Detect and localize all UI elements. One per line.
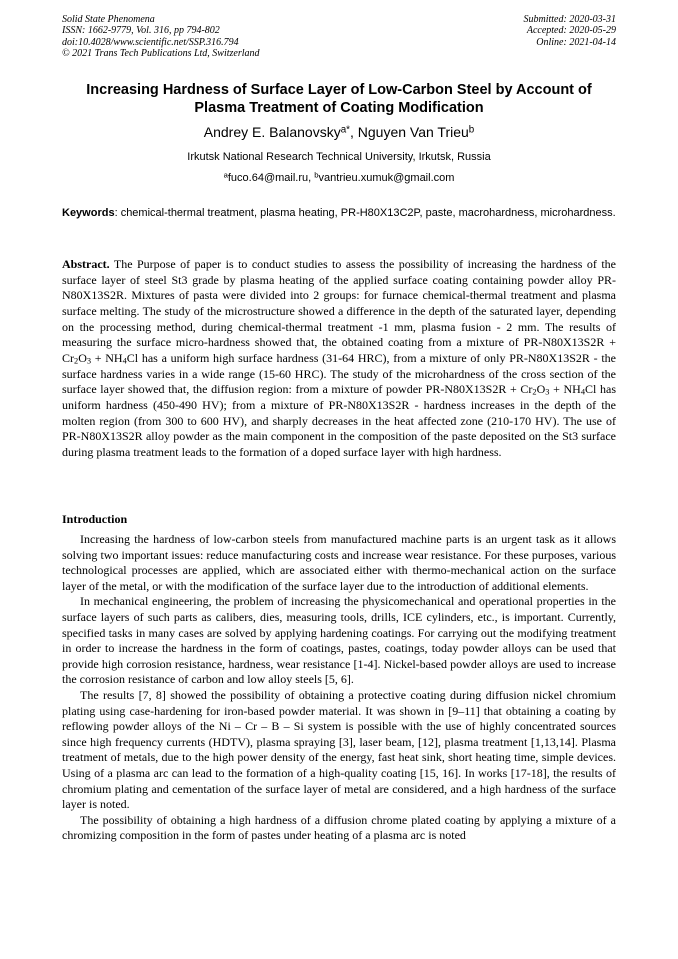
paragraph: The results [7, 8] showed the possibility of obtaining a protective coating during diffusion nickel chromium plating using case-hardening for iron-based powder material. It was shown in [9–11] that obtaining a coating by reflowing powder alloys of the Ni – Cr – B – Si system is possible with the use of highly concentrated sources since high frequency currents (HDTV), plasma spraying [3], laser beam, [12], plasma treatment [1,13,14]. Plasma treatment of metals, due to the high power density of the energy, fast heat sink, short heating time, simple devices. Using of a plasma arc can lead to the formation of a high-quality coating [15, 16]. In works [17-18], the results of chromium plating and cementation of the surface layer of metal are considered, and a high hardness of the surface layer is noted. — [62, 687, 616, 812]
journal-issn: ISSN: 1662-9779, Vol. 316, pp 794-802 — [62, 25, 220, 37]
abstract-text: + NH — [91, 350, 123, 365]
email-address: fuco.64@mail.ru — [227, 172, 309, 184]
online-date: Online: 2021-04-14 — [536, 36, 616, 48]
abstract-text: O — [78, 350, 87, 365]
abstract-text: Cl has a uniform high surface hardness (31-64 HRC), from a mixture of only PR-N80X13S2R - the surface hardness varies in a wide range (15-60 HRC). The study of the microhardness of the cross section of the surface layer showed that, the diffusion region: from a mixture of powder PR-N80X13S2R + Cr — [62, 350, 616, 397]
subscript: 2 — [532, 387, 537, 397]
author-separator: , — [349, 124, 358, 140]
submission-dates — [524, 14, 617, 48]
journal-copyright: © 2021 Trans Tech Publications Ltd, Switzerland — [62, 47, 260, 59]
abstract-text: Cl has uniform hardness (450-490 HV); from a mixture of PR-N80X13S2R - hardness increases in the depth of the molten region (from 300 to 600 HV), and sharply decreases in the heat affected zone (210-170 HV). The use of PR-N80X13S2R alloy powder as the main component in the composition of the paste deposited on the St3 surface during plasma treatment leads to the formation of a doped surface layer with high hardness. — [62, 382, 616, 459]
email-separator: , — [308, 172, 315, 184]
author-marker: a* — [340, 124, 350, 136]
abstract-label: Abstract. — [62, 257, 110, 271]
paragraph: Increasing the hardness of low-carbon steels from manufactured machine parts is an urgent task as it allows solving two important issues: reduce manufacturing costs and increase wear resistance. For these purposes, various technological processes are applied, which are associated either with thermo-mechanical action on the surface layer of the metal, or with the modification of the surface layer due to the introduction of additional elements. — [62, 532, 616, 593]
author-marker: b — [468, 124, 475, 136]
author-name: Andrey E. Balanovsky — [203, 124, 341, 140]
paragraph: In mechanical engineering, the problem of increasing the physicomechanical and operational properties in the surface layers of such parts as calibers, dies, measuring tools, drills, ICE cylinders, etc., is important. Currently, specified tasks in many cases are solved by applying hardening coatings. For carrying out the modifying treatment in order to increase the hardness in the form of coatings, pastes, coatings, today powder alloys can be used that provide high corrosion resistance, hardness, wear resistance [1-4]. Nickel-based powder alloys are used to increase the corrosion resistance of carbon and low alloy steels [5, 6]. — [62, 594, 616, 687]
subscript: 4 — [122, 356, 127, 366]
keywords-text: : chemical-thermal treatment, plasma heating, PR-H80X13C2P, paste, macrohardness, microhardness. — [114, 207, 616, 219]
abstract-text: + NH — [549, 382, 581, 397]
affiliation: Irkutsk National Research Technical University, Irkutsk, Russia — [187, 151, 491, 163]
author-list — [62, 123, 616, 141]
subscript: 3 — [545, 387, 550, 397]
journal-doi: doi:10.4028/www.scientific.net/SSP.316.794 — [62, 36, 239, 48]
subscript: 4 — [580, 387, 586, 397]
author-name: Nguyen Van Trieu — [357, 124, 469, 140]
paper-title: Increasing Hardness of Surface Layer of Low-Carbon Steel by Account of Plasma Treatment of Coating Modification — [86, 82, 592, 116]
submitted-date: Submitted: 2020-03-31 — [523, 14, 616, 25]
abstract-text: The Purpose of paper is to conduct studies to assess the possibility of increasing the hardness of the surface layer of steel St3 grade by plasma heating of the applied surface coating containing powder alloy PR-N80X13S2R. Mixtures of pasta were divided into 2 groups: for furnace chemical-thermal treatment and plasma surface melting. The study of the microstructure showed a difference in the depth of the saturated layer, depending on the processing method, during chemical-thermal treatment -1 mm, plasma fusion - 2 mm. The results of measuring the surface micro-hardness showed that, the obtained coating from a mixture of PR-N80X13S2R + Cr — [62, 257, 616, 365]
keywords-label: Keywords — [62, 207, 115, 219]
email-address: vantrieu.xumuk@gmail.com — [318, 172, 455, 184]
abstract — [62, 257, 616, 461]
introduction-body — [62, 532, 616, 844]
email-marker: b — [314, 170, 319, 180]
email-marker: a — [223, 170, 228, 180]
subscript: 2 — [74, 356, 79, 366]
subscript: 3 — [86, 356, 92, 366]
paragraph: The possibility of obtaining a high hardness of a diffusion chrome plated coating by applying a mixture of a chromizing composition in the form of pastes under heating of a plasma arc is noted — [62, 812, 616, 843]
author-emails — [62, 171, 616, 185]
journal-info — [62, 14, 260, 59]
section-heading-introduction: Introduction — [62, 512, 128, 526]
journal-name: Solid State Phenomena — [62, 14, 155, 25]
accepted-date: Accepted: 2020-05-29 — [526, 25, 616, 37]
abstract-text: O — [536, 382, 546, 397]
keywords — [62, 206, 616, 221]
